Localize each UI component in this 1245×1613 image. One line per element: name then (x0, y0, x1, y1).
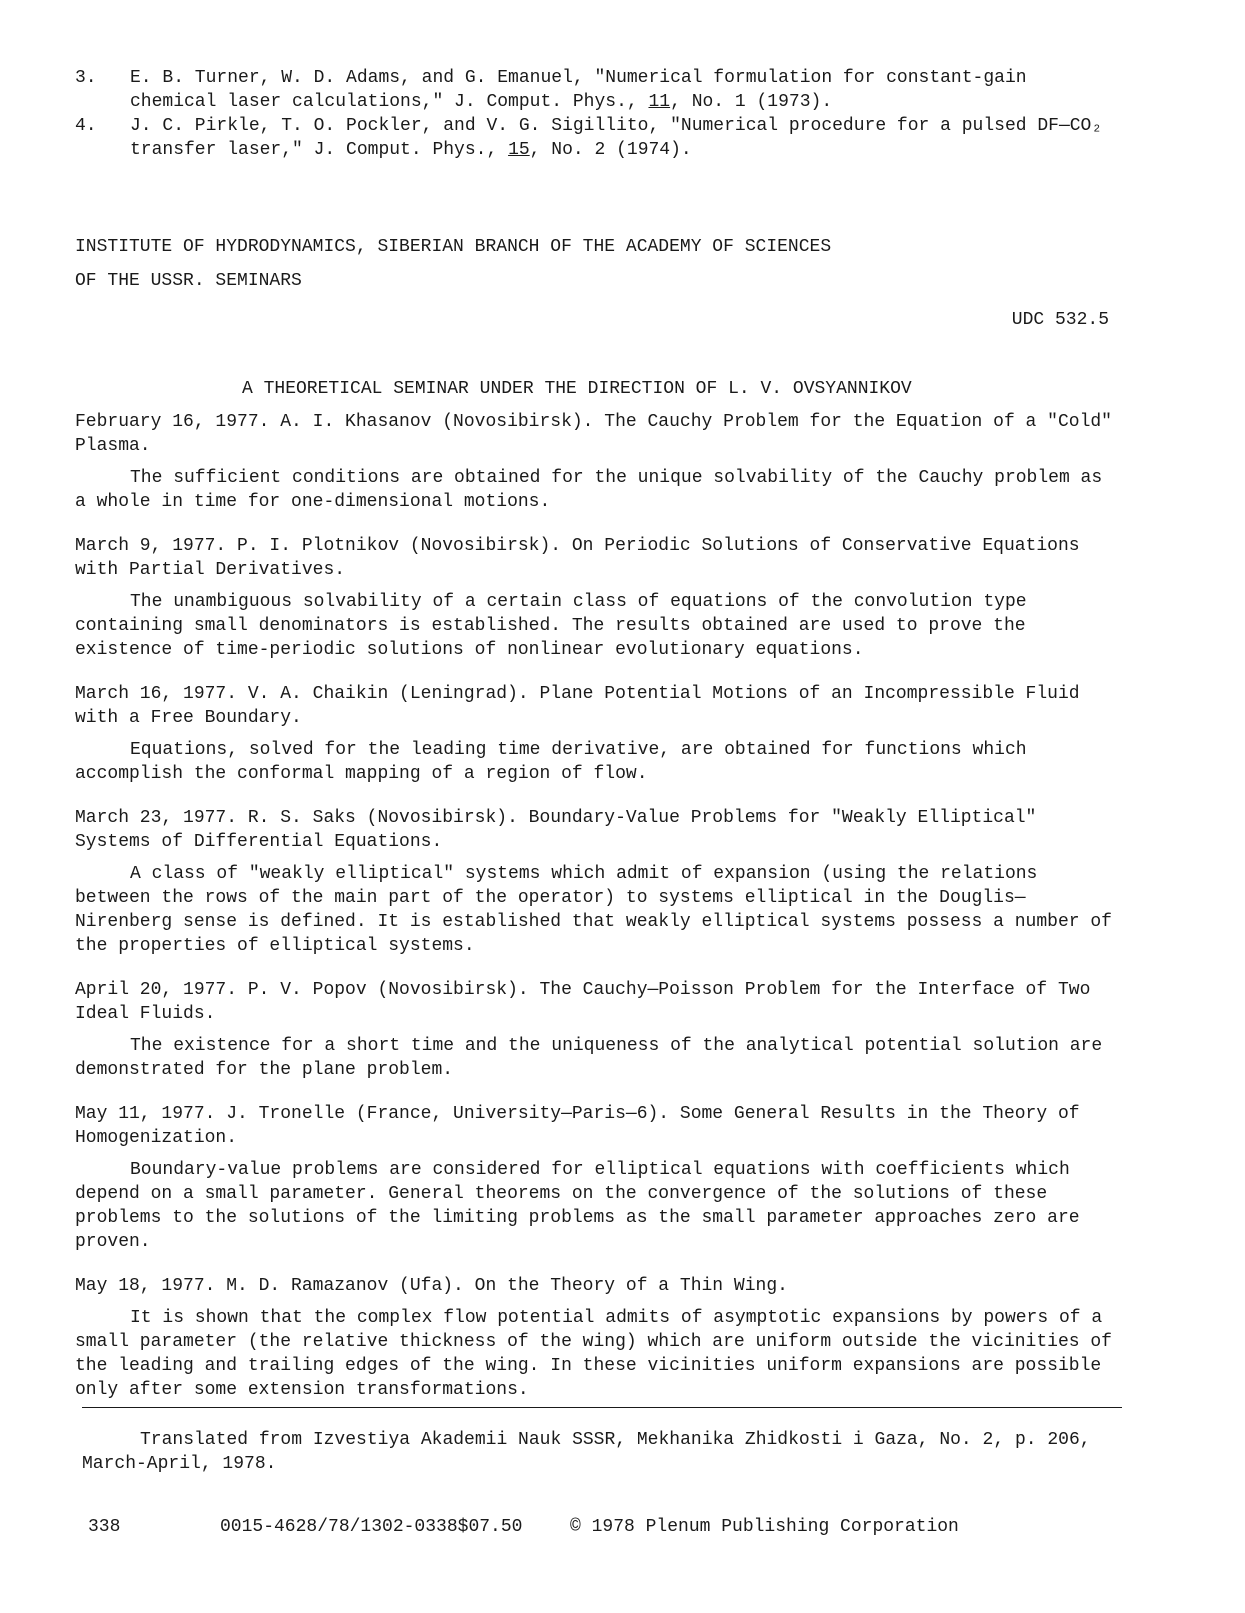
seminar-entry (75, 978, 1120, 1082)
entry-abstract: The sufficient conditions are obtained for the unique solvability of the Cauchy problem as a whole in time for one-dimensional motions. (75, 468, 1103, 512)
reference-text-end: , No. 1 (1973). (670, 92, 833, 112)
page-number: 338 (88, 1517, 121, 1537)
institute-line-1: INSTITUTE OF HYDRODYNAMICS, SIBERIAN BRANCH OF THE ACADEMY OF SCIENCES (75, 237, 832, 257)
entry-heading: February 16, 1977. A. I. Khasanov (Novosibirsk). The Cauchy Problem for the Equation of a "Cold" Plasma. (75, 412, 1112, 456)
translation-note: Translated from Izvestiya Akademii Nauk SSSR, Mekhanika Zhidkosti i Gaza, No. 2, p. 206, March-April, 1978. (82, 1430, 1091, 1474)
seminar-title: A THEORETICAL SEMINAR UNDER THE DIRECTION OF L. V. OVSYANNIKOV (242, 379, 912, 399)
entry-heading: March 9, 1977. P. I. Plotnikov (Novosibirsk). On Periodic Solutions of Conservative Equations with Partial Derivatives. (75, 536, 1080, 580)
reference-item (75, 114, 1115, 162)
footnote-divider (82, 1407, 1122, 1408)
entry-abstract: A class of "weakly elliptical" systems which admit of expansion (using the relations between the rows of the main part of the operator) to systems elliptical in the Douglis—Nirenberg sense is defined. It is established that weakly elliptical systems possess a number of the properties of elliptical systems. (75, 864, 1112, 956)
entry-heading: April 20, 1977. P. V. Popov (Novosibirsk). The Cauchy—Poisson Problem for the Interface of Two Ideal Fluids. (75, 980, 1091, 1024)
institute-heading (75, 230, 1115, 298)
article-code: 0015-4628/78/1302-0338$07.50 (220, 1517, 523, 1537)
entry-heading: March 16, 1977. V. A. Chaikin (Leningrad). Plane Potential Motions of an Incompressible Fluid with a Free Boundary. (75, 684, 1080, 728)
seminar-entry (75, 1274, 1120, 1402)
reference-text: E. B. Turner, W. D. Adams, and G. Emanuel, "Numerical formulation for constant-gain chemical laser calculations," J. Comput. Phys., (130, 68, 1027, 112)
seminar-entry (75, 1102, 1120, 1254)
seminar-entry (75, 534, 1120, 662)
entry-heading: March 23, 1977. R. S. Saks (Novosibirsk). Boundary-Value Problems for "Weakly Elliptical" Systems of Differential Equations. (75, 808, 1037, 852)
reference-item (75, 66, 1115, 114)
entry-abstract: It is shown that the complex flow potential admits of asymptotic expansions by powers of a small parameter (the relative thickness of the wing) which are uniform outside the vicinities of the leading and trailing edges of the wing. In these vicinities uniform expansions are possible only after some extension transformations. (75, 1308, 1112, 1400)
udc-code: UDC 532.5 (1011, 310, 1109, 330)
reference-text: J. C. Pirkle, T. O. Pockler, and V. G. Sigillito, "Numerical procedure for a pulsed DF—CO₂ transfer laser," J. Comput. Phys., (130, 116, 1103, 160)
reference-number: 4. (75, 116, 97, 136)
seminar-entry (75, 806, 1120, 958)
reference-text-end: , No. 2 (1974). (529, 140, 692, 160)
seminar-entry (75, 682, 1120, 786)
reference-volume: 15 (508, 140, 530, 160)
copyright-line: © 1978 Plenum Publishing Corporation (570, 1517, 959, 1537)
institute-line-2: OF THE USSR. SEMINARS (75, 271, 302, 291)
reference-number: 3. (75, 68, 97, 88)
reference-volume: 11 (648, 92, 671, 112)
entry-heading: May 18, 1977. M. D. Ramazanov (Ufa). On the Theory of a Thin Wing. (75, 1276, 788, 1296)
seminar-entry (75, 410, 1120, 514)
entry-abstract: The unambiguous solvability of a certain class of equations of the convolution type containing small denominators is established. The results obtained are used to prove the existence of time-periodic solutions of nonlinear evolutionary equations. (75, 592, 1027, 660)
entry-abstract: Equations, solved for the leading time derivative, are obtained for functions which accomplish the conformal mapping of a region of flow. (75, 740, 1027, 784)
reference-list (75, 66, 1115, 162)
entry-abstract: Boundary-value problems are considered for elliptical equations with coefficients which depend on a small parameter. General theorems on the convergence of the solutions of these problems to the solutions of the limiting problems as the small parameter approaches zero are proven. (75, 1160, 1080, 1252)
seminar-entries (75, 410, 1120, 1422)
entry-abstract: The existence for a short time and the uniqueness of the analytical potential solution are demonstrated for the plane problem. (75, 1036, 1103, 1080)
entry-heading: May 11, 1977. J. Tronelle (France, University—Paris—6). Some General Results in the Theory of Homogenization. (75, 1104, 1080, 1148)
